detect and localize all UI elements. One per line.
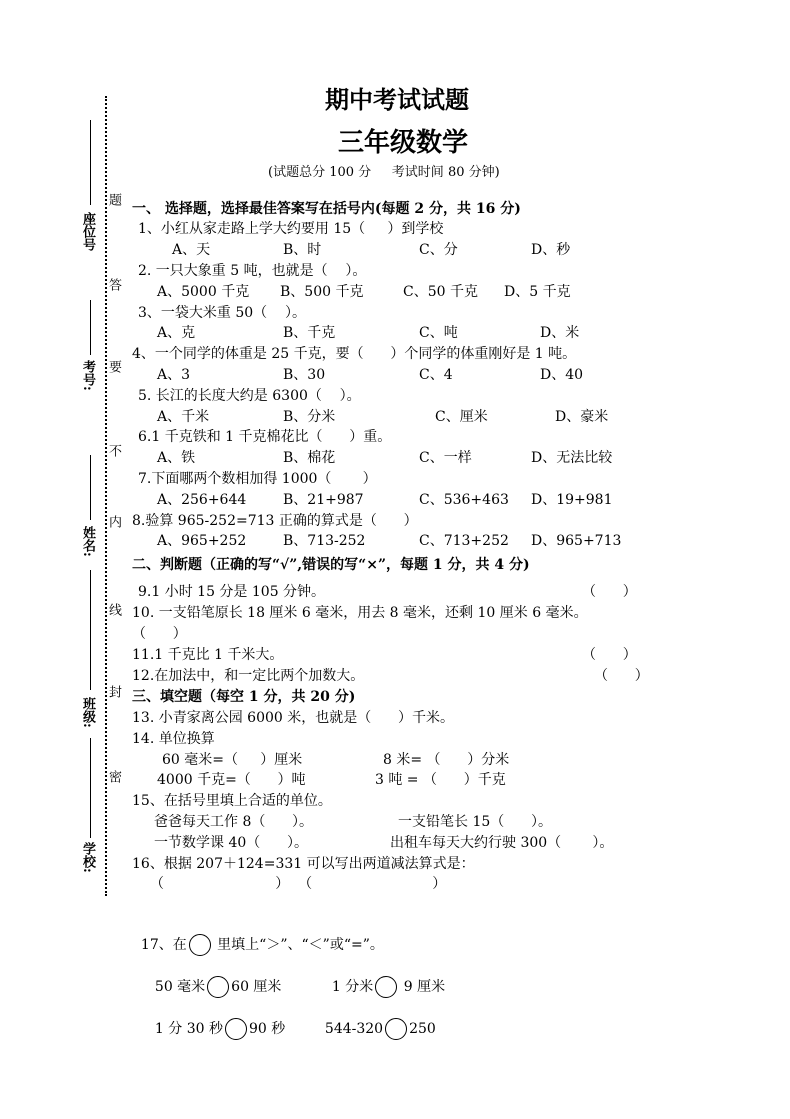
compare-right: 250 [409,1021,436,1037]
answer-paren: （ ） [132,626,187,642]
option: B、千克 [283,325,336,341]
compare-left: 50 毫米 [154,979,206,995]
seal-char: 题 [106,193,121,206]
seal-char: 答 [106,278,121,291]
question-15d: 出租车每天大约行驶 300（ ）。 [390,835,614,851]
option: C、50 千克 [403,284,478,300]
seal-char: 密 [106,770,121,783]
option: A、铁 [157,450,196,466]
option: B、棉花 [283,450,336,466]
question-6: 6.1 千克铁和 1 千克棉花比（ ）重。 [138,429,392,445]
exam-no-blank [90,300,91,355]
question-15a: 爸爸每天工作 8（ ）。 [154,814,314,830]
option: D、40 [540,367,584,383]
compare-row-4 [316,1000,436,1040]
question-1: 1、小红从家走路上学大约要用 15（ ）到学校 [138,221,444,237]
compare-row-3 [146,1000,285,1040]
option: D、5 千克 [504,284,571,300]
compare-left: 1 分米 [331,979,374,995]
option: C、713+252 [419,533,509,549]
seal-char: 内 [106,515,121,528]
option: D、19+981 [531,492,613,508]
question-14: 14. 单位换算 [132,731,215,747]
option: C、分 [419,242,458,258]
option: C、4 [419,367,453,383]
option: A、965+252 [157,533,247,549]
option: D、豪米 [555,409,609,425]
option: A、5000 千克 [157,284,250,300]
compare-right: 90 秒 [248,1021,286,1037]
question-13: 13. 小青家离公园 6000 米，也就是（ ）千米。 [132,710,454,726]
section1-heading: 一、 选择题，选择最佳答案写在括号内(每题 2 分，共 16 分) [132,201,521,217]
option: A、3 [157,367,191,383]
seal-char: 封 [106,685,121,698]
page-title: 期中考试试题 [325,85,469,114]
compare-circle-icon[interactable] [225,1018,247,1040]
option: A、克 [157,325,196,341]
option: B、30 [283,367,326,383]
question-10: 10. 一支铅笔原长 18 厘米 6 毫米，用去 8 毫米，还剩 10 厘米 6 毫米。 [132,605,588,621]
option: D、秒 [531,242,571,258]
compare-left: 544-320 [324,1021,384,1037]
question-15: 15、在括号里填上合适的单位。 [132,793,332,809]
q17-suffix: 里填上“＞”、“＜”或“=”。 [212,937,384,953]
option: C、吨 [419,325,458,341]
answer-paren: （ ） [594,668,649,684]
class-blank [90,570,91,690]
option: B、分米 [283,409,336,425]
compare-circle-icon[interactable] [375,976,397,998]
seal-char: 要 [106,360,121,373]
option: A、256+644 [157,492,247,508]
question-15c: 一节数学课 40（ ）。 [154,835,308,851]
option: A、天 [172,242,211,258]
name-blank [90,455,91,520]
seal-char: 不 [106,444,121,457]
option: C、536+463 [419,492,509,508]
compare-row-2 [323,958,445,998]
option: B、500 千克 [280,284,364,300]
question-15b: 一支铅笔长 15（ ）。 [398,814,552,830]
question-14a: 60 毫米=（ ）厘米 [162,752,303,768]
question-14d: 3 吨 = （ ）千克 [375,772,506,788]
option: D、无法比较 [531,450,613,466]
compare-right: 60 厘米 [231,979,282,995]
question-12: 12.在加法中，和一定比两个加数大。 [132,668,365,684]
section2-heading: 二、判断题（正确的写“√”,错误的写“×”，每题 1 分，共 4 分) [132,557,530,573]
q17-prefix: 17、在 [140,937,187,953]
question-14b: 8 米= （ ）分米 [383,752,510,768]
question-4: 4、一个同学的体重是 25 千克，要（ ）个同学的体重刚好是 1 吨。 [132,346,577,362]
option: D、965+713 [531,533,622,549]
question-3: 3、一袋大米重 50（ ）。 [138,305,306,321]
school-blank [90,738,91,838]
question-11: 11.1 千克比 1 千米大。 [132,647,284,663]
page-subtitle: 三年级数学 [338,128,469,158]
section3-heading: 三、填空题（每空 1 分，共 20 分) [132,689,356,705]
question-16-blanks: （ ） （ ） [150,876,447,892]
question-14c: 4000 千克=（ ）吨 [157,772,306,788]
compare-row-1 [146,958,281,998]
exam-no-label: 考号: [80,360,95,391]
question-8: 8.验算 965-252=713 正确的算式是（ ） [132,513,418,529]
question-5: 5. 长江的长度大约是 6300（ ）。 [138,388,361,404]
seal-char: 线 [106,603,121,616]
answer-paren: （ ） [582,584,637,600]
class-label: 班级: [80,697,95,728]
compare-circle-icon[interactable] [385,1018,407,1040]
option: B、713-252 [283,533,366,549]
question-2: 2. 一只大象重 5 吨，也就是（ ）。 [138,263,367,279]
compare-left: 1 分 30 秒 [154,1021,223,1037]
question-7: 7.下面哪两个数相加得 1000（ ） [138,471,377,487]
question-9: 9.1 小时 15 分是 105 分钟。 [138,584,326,600]
name-label: 姓名: [80,526,95,557]
question-16: 16、根据 207＋124=331 可以写出两道减法算式是： [132,856,475,872]
school-label: 学校: [80,842,95,873]
answer-paren: （ ） [582,647,637,663]
option: B、时 [283,242,322,258]
exam-info: (试题总分 100 分 考试时间 80 分钟) [268,165,500,180]
compare-circle-icon [189,934,211,956]
seat-label: 座位号 [80,212,95,251]
option: B、21+987 [283,492,364,508]
question-17 [132,916,384,956]
option: C、一样 [419,450,472,466]
seat-blank [90,120,91,205]
compare-circle-icon[interactable] [207,976,229,998]
compare-right: 9 厘米 [399,979,446,995]
option: A、千米 [157,409,210,425]
option: D、米 [540,325,580,341]
option: C、厘米 [435,409,488,425]
